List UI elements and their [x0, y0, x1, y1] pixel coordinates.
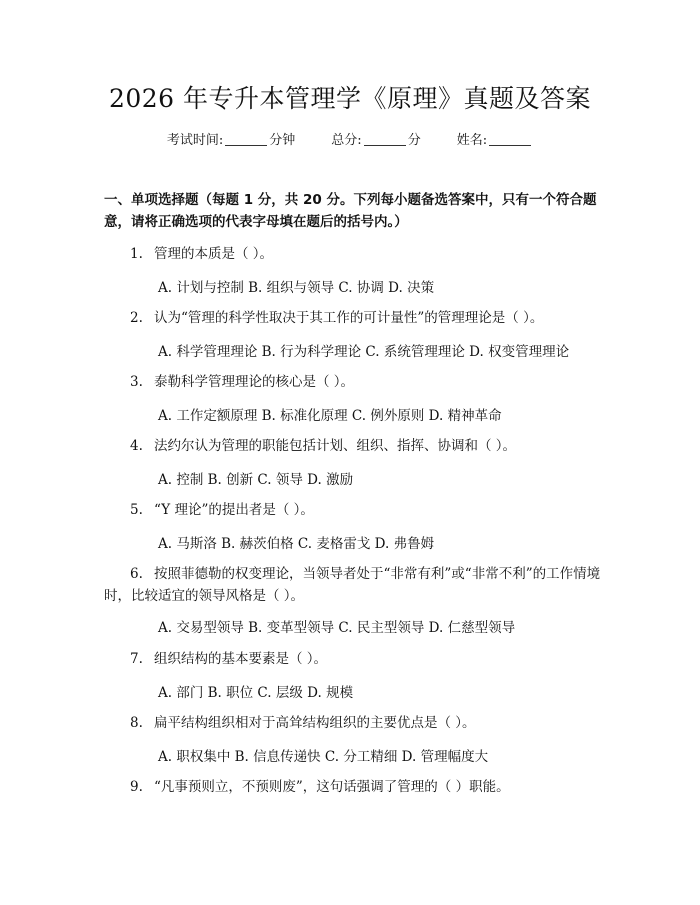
question-text: 认为“管理的科学性取决于其工作的可计量性”的管理理论是（ ）。	[154, 310, 544, 326]
score-blank	[364, 131, 406, 146]
question-text: “凡事预则立，不预则废”，这句话强调了管理的（ ）职能。	[154, 779, 510, 795]
question-options: A. 工作定额原理 B. 标准化原理 C. 例外原则 D. 精神革命	[158, 408, 502, 424]
score-label: 总分:	[331, 133, 362, 148]
question-number: 4.	[130, 438, 143, 454]
question-stem	[104, 648, 604, 670]
question-stem	[104, 435, 604, 457]
name-blank	[489, 131, 531, 146]
question-options: A. 部门 B. 职位 C. 层级 D. 规模	[158, 685, 354, 701]
question-stem	[104, 776, 604, 798]
question-stem	[104, 307, 604, 329]
question-number: 8.	[130, 715, 143, 731]
question-text: 泰勒科学管理理论的核心是（ ）。	[154, 374, 355, 390]
question-options: A. 职权集中 B. 信息传递快 C. 分工精细 D. 管理幅度大	[158, 749, 489, 765]
question-number: 2.	[130, 310, 143, 326]
page-title: 2026 年专升本管理学《原理》真题及答案	[108, 84, 592, 113]
question-options: A. 马斯洛 B. 赫茨伯格 C. 麦格雷戈 D. 弗鲁姆	[158, 536, 435, 552]
question-stem	[104, 499, 604, 521]
question-number: 9.	[130, 779, 143, 795]
question-text: 法约尔认为管理的职能包括计划、组织、指挥、协调和（ ）。	[154, 438, 517, 454]
time-label: 考试时间:	[166, 133, 224, 148]
question-stem	[104, 243, 604, 265]
time-unit: 分钟	[269, 133, 296, 148]
question-text: 扁平结构组织相对于高耸结构组织的主要优点是（ ）。	[154, 715, 476, 731]
question-number: 5.	[130, 502, 143, 518]
score-unit: 分	[407, 133, 421, 148]
question-options: A. 科学管理理论 B. 行为科学理论 C. 系统管理理论 D. 权变管理理论	[158, 344, 570, 360]
question-text: “Y 理论”的提出者是（ ）。	[154, 502, 314, 518]
question-text: 组织结构的基本要素是（ ）。	[154, 651, 328, 667]
question-stem	[104, 712, 604, 734]
question-stem	[104, 563, 604, 607]
time-blank	[225, 131, 267, 146]
question-number: 7.	[130, 651, 143, 667]
question-number: 1.	[130, 246, 143, 262]
question-options: A. 控制 B. 创新 C. 领导 D. 激励	[158, 472, 354, 488]
question-stem	[104, 371, 604, 393]
question-text: 按照菲德勒的权变理论，当领导者处于“非常有利”或“非常不利”的工作情境时，比较适宜的领导风格是（ ）。	[104, 566, 601, 604]
question-options: A. 计划与控制 B. 组织与领导 C. 协调 D. 决策	[158, 280, 435, 296]
exam-meta	[0, 131, 700, 151]
question-options: A. 交易型领导 B. 变革型领导 C. 民主型领导 D. 仁慈型领导	[158, 620, 516, 636]
question-number: 6.	[130, 566, 143, 582]
question-text: 管理的本质是（ ）。	[154, 246, 274, 262]
name-label: 姓名:	[456, 133, 488, 148]
section-heading: 一、单项选择题（每题 1 分，共 20 分。下列每小题备选答案中，只有一个符合题意，请将正确选项的代表字母填在题后的括号内。）	[104, 192, 597, 230]
question-number: 3.	[130, 374, 143, 390]
